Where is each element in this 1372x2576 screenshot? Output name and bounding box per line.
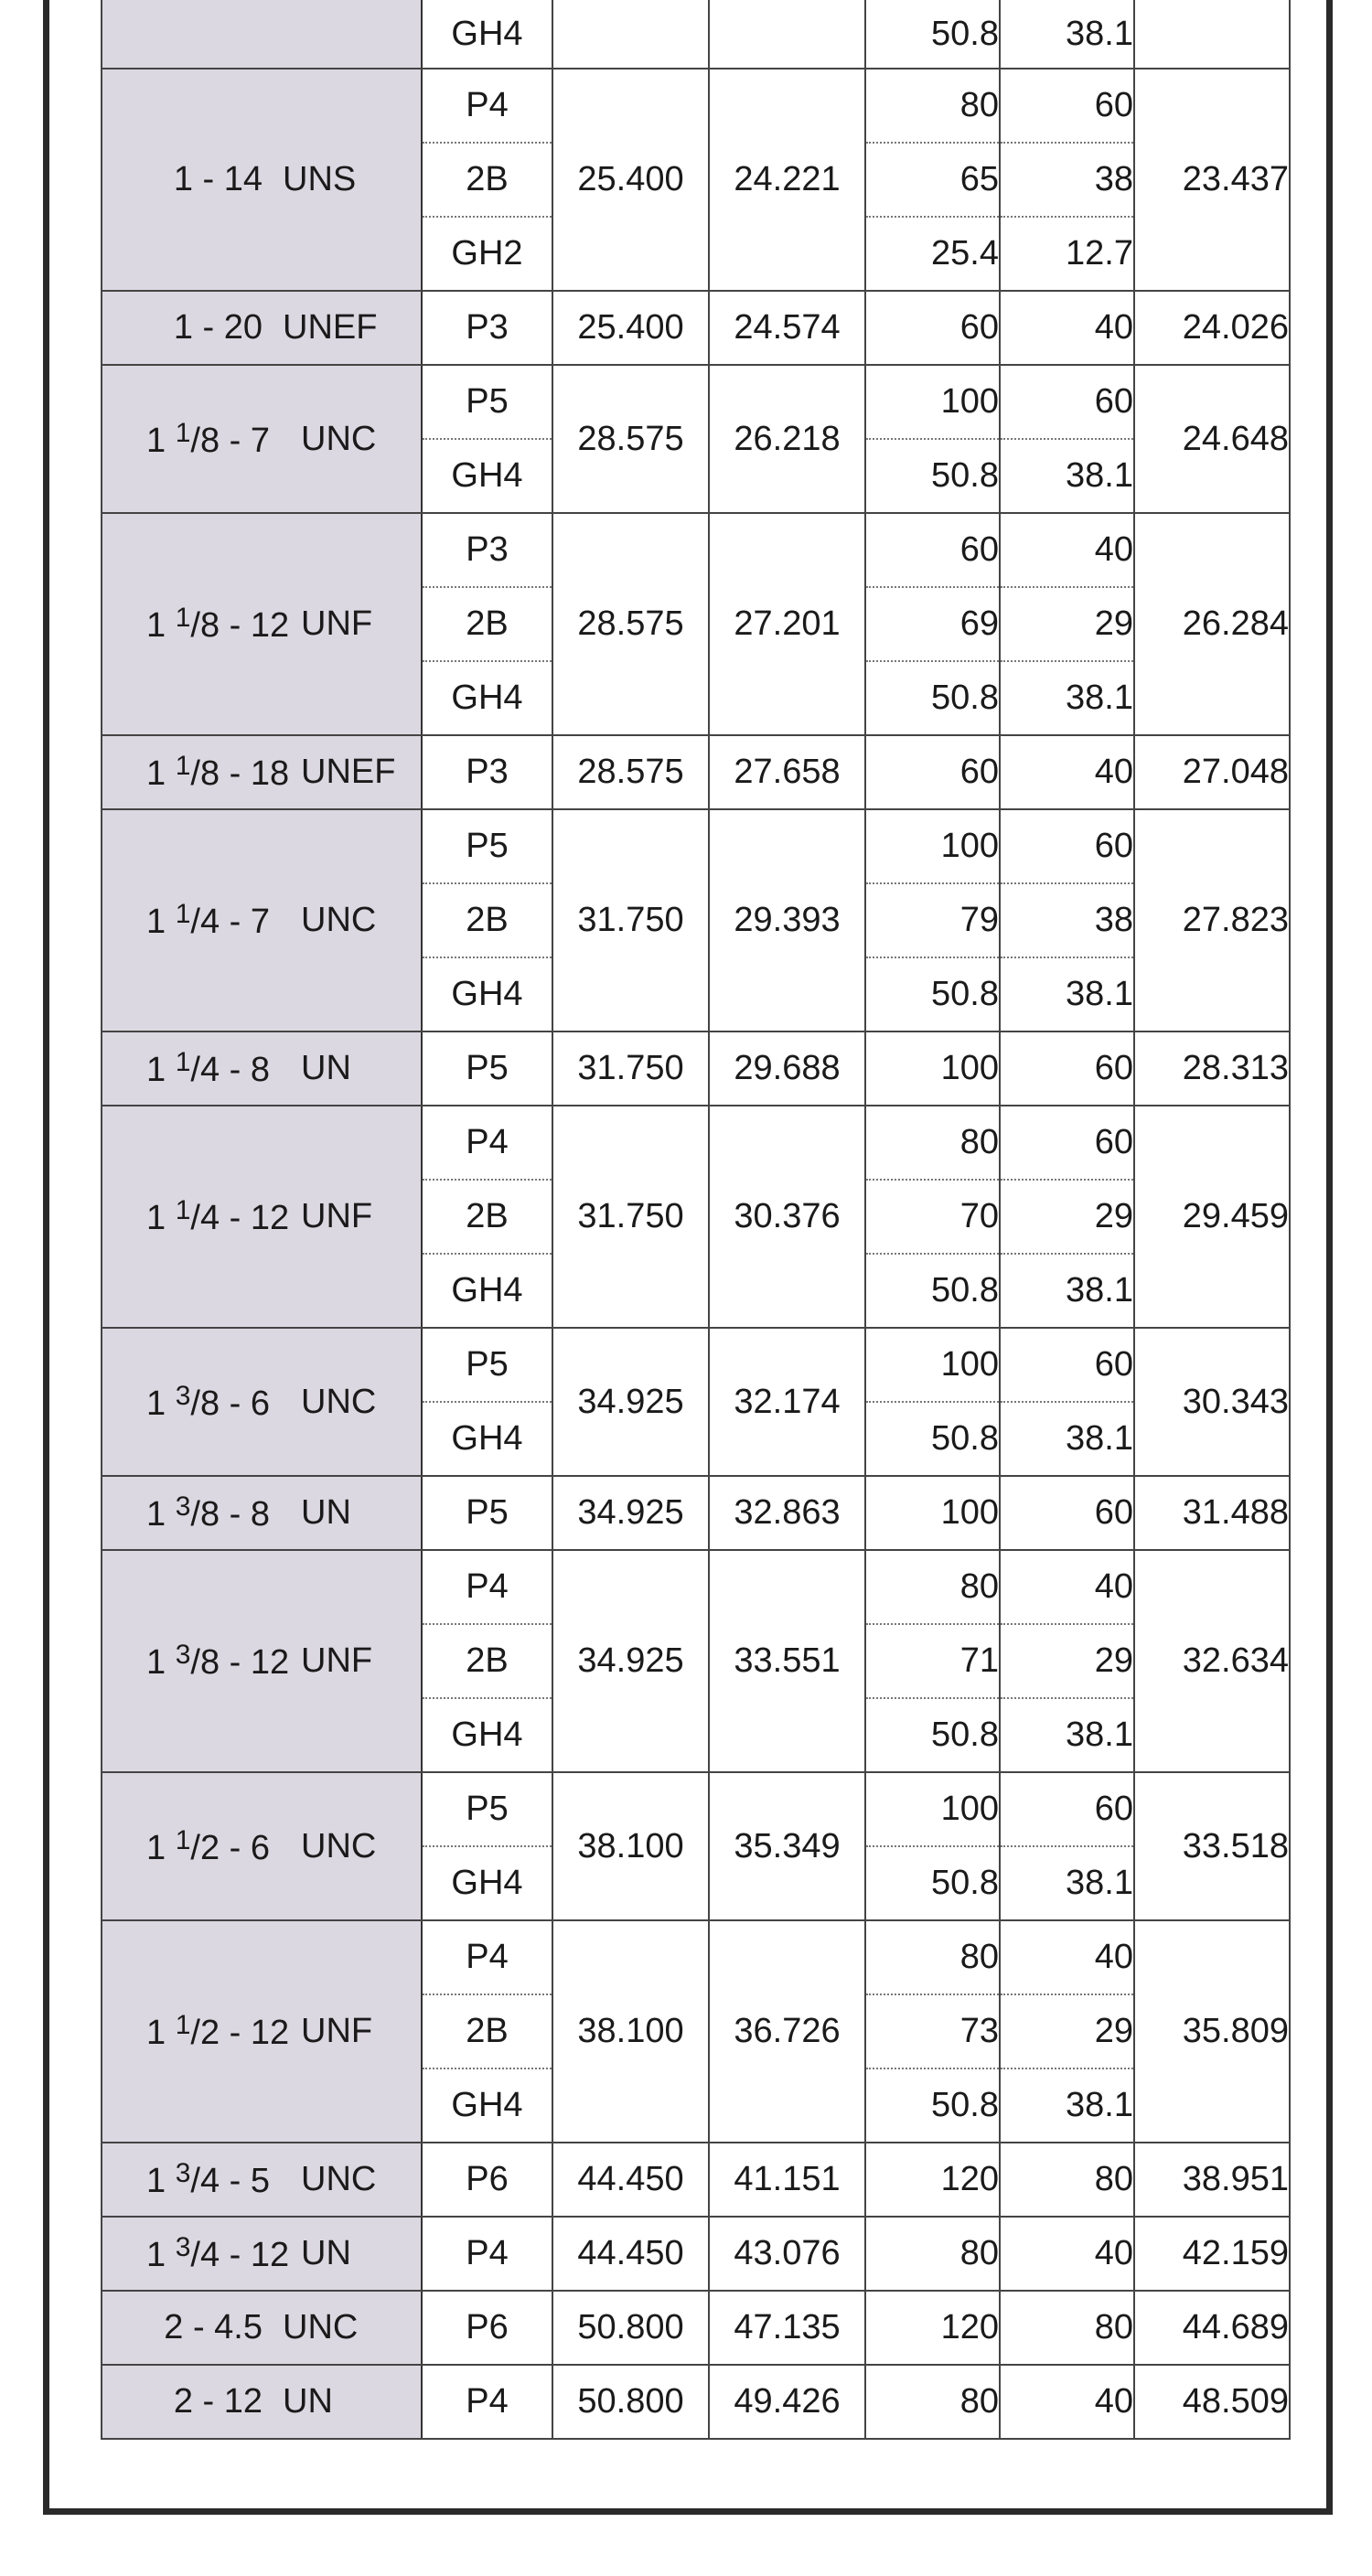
length-b: 40	[1000, 2365, 1134, 2439]
minor-diameter: 24.574	[709, 291, 865, 365]
length-b: 60	[1000, 1106, 1134, 1180]
designation-text	[102, 2143, 421, 2216]
thread-designation	[102, 291, 422, 365]
thread-size: 1 $^1$/4 - 12	[146, 1195, 290, 1237]
thread-designation	[102, 1920, 422, 2143]
thread-size: 1 - 14	[173, 160, 263, 198]
tap-drill: 27.048	[1134, 735, 1290, 809]
length-a: 50.8	[865, 661, 1000, 735]
thread-designation	[102, 2217, 422, 2291]
designation-text	[102, 810, 421, 1031]
minor-diameter: 29.688	[709, 1031, 865, 1106]
fraction-numerator: 1	[175, 751, 191, 781]
table-row	[102, 365, 1290, 439]
tap-drill: 30.343	[1134, 1328, 1290, 1476]
major-diameter: 31.750	[552, 809, 709, 1031]
thread-size: 1 $^1$/8 - 12	[146, 603, 290, 645]
length-a: 69	[865, 587, 1000, 661]
length-a: 50.8	[865, 1254, 1000, 1328]
thread-size: 1 $^3$/4 - 12	[146, 2232, 290, 2274]
major-diameter: 28.575	[552, 365, 709, 513]
length-b: 29	[1000, 1994, 1134, 2068]
tap-drill: 29.459	[1134, 1106, 1290, 1328]
tap-drill: 33.518	[1134, 1772, 1290, 1920]
length-b: 38.1	[1000, 2068, 1134, 2143]
length-b: 60	[1000, 1476, 1134, 1550]
thread-series: UNC	[301, 901, 377, 939]
gauge-code: P6	[422, 2143, 552, 2217]
length-a: 25.4	[865, 217, 1000, 291]
gauge-code: GH4	[422, 1254, 552, 1328]
gauge-code: P4	[422, 2365, 552, 2439]
designation-text	[102, 2292, 421, 2364]
tap-drill: 28.313	[1134, 1031, 1290, 1106]
gauge-code: P5	[422, 1772, 552, 1846]
major-diameter: 44.450	[552, 2143, 709, 2217]
length-b: 38	[1000, 143, 1134, 217]
gauge-code: P4	[422, 2217, 552, 2291]
table-row	[102, 735, 1290, 809]
thread-size: 1 $^1$/4 - 8	[146, 1047, 270, 1089]
length-b: 38.1	[1000, 439, 1134, 513]
gauge-code: P4	[422, 1550, 552, 1624]
length-b: 38.1	[1000, 661, 1134, 735]
length-a: 50.8	[865, 2068, 1000, 2143]
table-row	[102, 1550, 1290, 1624]
thread-designation	[102, 735, 422, 809]
gauge-code: GH2	[422, 217, 552, 291]
minor-diameter: 43.076	[709, 2217, 865, 2291]
gauge-code: GH4	[422, 1698, 552, 1772]
major-diameter: 34.925	[552, 1476, 709, 1550]
gauge-code: GH4	[422, 1846, 552, 1920]
minor-diameter: 30.376	[709, 1106, 865, 1328]
major-diameter: 38.100	[552, 1772, 709, 1920]
length-b: 38	[1000, 883, 1134, 957]
thread-series: UNF	[301, 604, 373, 643]
gauge-code: P4	[422, 1920, 552, 1994]
length-b: 60	[1000, 1328, 1134, 1402]
thread-series: UNF	[301, 1197, 373, 1235]
length-a: 50.8	[865, 957, 1000, 1031]
length-a: 50.8	[865, 439, 1000, 513]
fraction-numerator: 3	[175, 2158, 191, 2188]
length-a: 73	[865, 1994, 1000, 2068]
designation-text	[102, 1329, 421, 1475]
designation-text	[102, 2218, 421, 2290]
minor-diameter: 33.551	[709, 1550, 865, 1772]
length-a: 80	[865, 1550, 1000, 1624]
tap-drill: 26.284	[1134, 513, 1290, 735]
length-b: 29	[1000, 1180, 1134, 1254]
length-a: 50.8	[865, 1698, 1000, 1772]
length-b: 38.1	[1000, 1698, 1134, 1772]
tap-drill: 44.689	[1134, 2291, 1290, 2365]
gauge-code: P5	[422, 1328, 552, 1402]
thread-designation	[102, 2143, 422, 2217]
gauge-code: P6	[422, 2291, 552, 2365]
gauge-code: GH4	[422, 0, 552, 69]
thread-designation	[102, 2365, 422, 2439]
gauge-code: P4	[422, 69, 552, 143]
tap-drill: 42.159	[1134, 2217, 1290, 2291]
length-b: 60	[1000, 1031, 1134, 1106]
thread-series: UN	[283, 2382, 333, 2421]
table-row	[102, 1031, 1290, 1106]
tap-drill	[1134, 0, 1290, 69]
thread-series: UN	[301, 2234, 351, 2272]
gauge-code: 2B	[422, 587, 552, 661]
length-a: 80	[865, 69, 1000, 143]
length-b: 38.1	[1000, 0, 1134, 69]
table-row	[102, 1772, 1290, 1846]
length-b: 12.7	[1000, 217, 1134, 291]
thread-size: 1 $^1$/2 - 12	[146, 2010, 290, 2052]
thread-series: UNC	[283, 2308, 359, 2346]
length-a: 80	[865, 1920, 1000, 1994]
gauge-code: 2B	[422, 143, 552, 217]
designation-text	[102, 1477, 421, 1549]
table-row	[102, 1328, 1290, 1402]
fraction-numerator: 1	[175, 899, 191, 929]
minor-diameter: 27.658	[709, 735, 865, 809]
length-a: 100	[865, 1476, 1000, 1550]
table-row	[102, 2217, 1290, 2291]
designation-text	[102, 69, 421, 290]
major-diameter: 31.750	[552, 1031, 709, 1106]
length-a: 100	[865, 1772, 1000, 1846]
length-b: 60	[1000, 809, 1134, 883]
thread-designation	[102, 69, 422, 291]
thread-designation	[102, 365, 422, 513]
length-a: 100	[865, 365, 1000, 439]
table-row	[102, 69, 1290, 143]
tap-drill: 23.437	[1134, 69, 1290, 291]
minor-diameter	[709, 0, 865, 69]
minor-diameter: 49.426	[709, 2365, 865, 2439]
thread-designation	[102, 1772, 422, 1920]
length-a: 70	[865, 1180, 1000, 1254]
fraction-numerator: 1	[175, 1047, 191, 1077]
gauge-code: P5	[422, 1476, 552, 1550]
table-row	[102, 2365, 1290, 2439]
gauge-code: 2B	[422, 1180, 552, 1254]
fraction-numerator: 3	[175, 1491, 191, 1522]
fraction-numerator: 1	[175, 1195, 191, 1225]
designation-text	[102, 1032, 421, 1105]
tap-drill: 27.823	[1134, 809, 1290, 1031]
fraction-numerator: 1	[175, 2010, 191, 2040]
major-diameter	[552, 0, 709, 69]
minor-diameter: 35.349	[709, 1772, 865, 1920]
tap-drill: 24.648	[1134, 365, 1290, 513]
designation-text	[102, 1551, 421, 1771]
minor-diameter: 27.201	[709, 513, 865, 735]
length-b: 40	[1000, 1550, 1134, 1624]
gauge-code: GH4	[422, 1402, 552, 1476]
length-a: 60	[865, 291, 1000, 365]
thread-series: UNEF	[301, 753, 396, 791]
thread-designation	[102, 2291, 422, 2365]
table-row	[102, 0, 1290, 69]
thread-designation	[102, 0, 422, 69]
length-b: 40	[1000, 2217, 1134, 2291]
thread-size: 1 $^1$/8 - 18	[146, 751, 290, 793]
length-b: 38.1	[1000, 957, 1134, 1031]
tap-drill: 35.809	[1134, 1920, 1290, 2143]
major-diameter: 34.925	[552, 1328, 709, 1476]
gauge-code: 2B	[422, 1624, 552, 1698]
thread-series: UNC	[301, 419, 377, 458]
gauge-code: P3	[422, 513, 552, 587]
minor-diameter: 41.151	[709, 2143, 865, 2217]
fraction-numerator: 1	[175, 603, 191, 633]
designation-text	[102, 1106, 421, 1327]
thread-series: UN	[301, 1493, 351, 1532]
length-a: 80	[865, 2217, 1000, 2291]
designation-text	[102, 366, 421, 512]
gauge-code: 2B	[422, 1994, 552, 2068]
thread-series: UNC	[301, 2160, 377, 2198]
thread-series: UNF	[301, 1641, 373, 1680]
length-b: 60	[1000, 1772, 1134, 1846]
thread-series: UNC	[301, 1826, 377, 1865]
table-row	[102, 1476, 1290, 1550]
thread-size: 1 $^1$/2 - 6	[146, 1824, 270, 1867]
length-a: 120	[865, 2143, 1000, 2217]
length-a: 100	[865, 1328, 1000, 1402]
fraction-numerator: 3	[175, 1380, 191, 1411]
minor-diameter: 24.221	[709, 69, 865, 291]
thread-size: 1 $^3$/8 - 12	[146, 1640, 290, 1682]
length-b: 60	[1000, 365, 1134, 439]
thread-designation	[102, 1106, 422, 1328]
length-b: 40	[1000, 735, 1134, 809]
gauge-code: P3	[422, 291, 552, 365]
thread-series: UNF	[301, 2012, 373, 2050]
gauge-code: P3	[422, 735, 552, 809]
length-a: 100	[865, 809, 1000, 883]
thread-designation	[102, 1476, 422, 1550]
length-a: 80	[865, 2365, 1000, 2439]
minor-diameter: 32.174	[709, 1328, 865, 1476]
gauge-code: P5	[422, 365, 552, 439]
major-diameter: 28.575	[552, 735, 709, 809]
major-diameter: 25.400	[552, 69, 709, 291]
fraction-numerator: 3	[175, 2232, 191, 2262]
fraction-numerator: 1	[175, 1824, 191, 1855]
length-b: 29	[1000, 587, 1134, 661]
gauge-code: GH4	[422, 2068, 552, 2143]
major-diameter: 28.575	[552, 513, 709, 735]
thread-designation	[102, 809, 422, 1031]
length-b: 38.1	[1000, 1402, 1134, 1476]
designation-text	[102, 1921, 421, 2142]
minor-diameter: 47.135	[709, 2291, 865, 2365]
length-a: 120	[865, 2291, 1000, 2365]
major-diameter: 50.800	[552, 2291, 709, 2365]
table-row	[102, 809, 1290, 883]
designation-text	[102, 2366, 421, 2438]
tap-drill: 32.634	[1134, 1550, 1290, 1772]
thread-series: UNC	[301, 1382, 377, 1421]
tap-drill: 24.026	[1134, 291, 1290, 365]
table-row	[102, 2143, 1290, 2217]
gauge-code: P5	[422, 809, 552, 883]
gauge-code: P4	[422, 1106, 552, 1180]
thread-designation	[102, 1031, 422, 1106]
table-row	[102, 1920, 1290, 1994]
major-diameter: 38.100	[552, 1920, 709, 2143]
minor-diameter: 36.726	[709, 1920, 865, 2143]
length-b: 38.1	[1000, 1254, 1134, 1328]
thread-series: UNS	[283, 160, 357, 198]
designation-text	[102, 1773, 421, 1919]
table-row	[102, 1106, 1290, 1180]
designation-text	[102, 292, 421, 364]
tap-drill: 48.509	[1134, 2365, 1290, 2439]
thread-designation	[102, 1328, 422, 1476]
table-row	[102, 291, 1290, 365]
length-a: 79	[865, 883, 1000, 957]
thread-size: 2 - 4.5	[164, 2308, 263, 2346]
thread-size: 2 - 12	[173, 2382, 263, 2421]
length-a: 50.8	[865, 0, 1000, 69]
length-b: 80	[1000, 2143, 1134, 2217]
thread-designation	[102, 513, 422, 735]
major-diameter: 25.400	[552, 291, 709, 365]
fraction-numerator: 3	[175, 1640, 191, 1670]
tap-drill: 38.951	[1134, 2143, 1290, 2217]
designation-text	[102, 514, 421, 734]
major-diameter: 34.925	[552, 1550, 709, 1772]
length-a: 60	[865, 513, 1000, 587]
minor-diameter: 26.218	[709, 365, 865, 513]
length-b: 29	[1000, 1624, 1134, 1698]
gauge-code: P5	[422, 1031, 552, 1106]
length-b: 40	[1000, 513, 1134, 587]
length-a: 100	[865, 1031, 1000, 1106]
length-a: 50.8	[865, 1846, 1000, 1920]
length-a: 71	[865, 1624, 1000, 1698]
thread-size: 1 $^1$/8 - 7	[146, 417, 270, 460]
major-diameter: 44.450	[552, 2217, 709, 2291]
designation-text	[102, 736, 421, 808]
thread-spec-table	[101, 0, 1291, 2440]
major-diameter: 50.800	[552, 2365, 709, 2439]
length-b: 80	[1000, 2291, 1134, 2365]
thread-size: 1 $^3$/4 - 5	[146, 2158, 270, 2200]
gauge-code: GH4	[422, 439, 552, 513]
thread-series: UNEF	[283, 308, 378, 347]
length-a: 80	[865, 1106, 1000, 1180]
length-a: 50.8	[865, 1402, 1000, 1476]
gauge-code: 2B	[422, 883, 552, 957]
tap-drill: 31.488	[1134, 1476, 1290, 1550]
length-b: 40	[1000, 291, 1134, 365]
thread-series: UN	[301, 1049, 351, 1087]
length-b: 60	[1000, 69, 1134, 143]
thread-size: 1 $^1$/4 - 7	[146, 899, 270, 941]
length-b: 40	[1000, 1920, 1134, 1994]
gauge-code: GH4	[422, 661, 552, 735]
thread-size: 1 - 20	[173, 308, 263, 347]
length-b: 38.1	[1000, 1846, 1134, 1920]
thread-designation	[102, 1550, 422, 1772]
table-row	[102, 513, 1290, 587]
thread-size: 1 $^3$/8 - 8	[146, 1491, 270, 1534]
length-a: 65	[865, 143, 1000, 217]
fraction-numerator: 1	[175, 417, 191, 448]
minor-diameter: 32.863	[709, 1476, 865, 1550]
minor-diameter: 29.393	[709, 809, 865, 1031]
table-row	[102, 2291, 1290, 2365]
thread-size: 1 $^3$/8 - 6	[146, 1380, 270, 1423]
gauge-code: GH4	[422, 957, 552, 1031]
length-a: 60	[865, 735, 1000, 809]
major-diameter: 31.750	[552, 1106, 709, 1328]
